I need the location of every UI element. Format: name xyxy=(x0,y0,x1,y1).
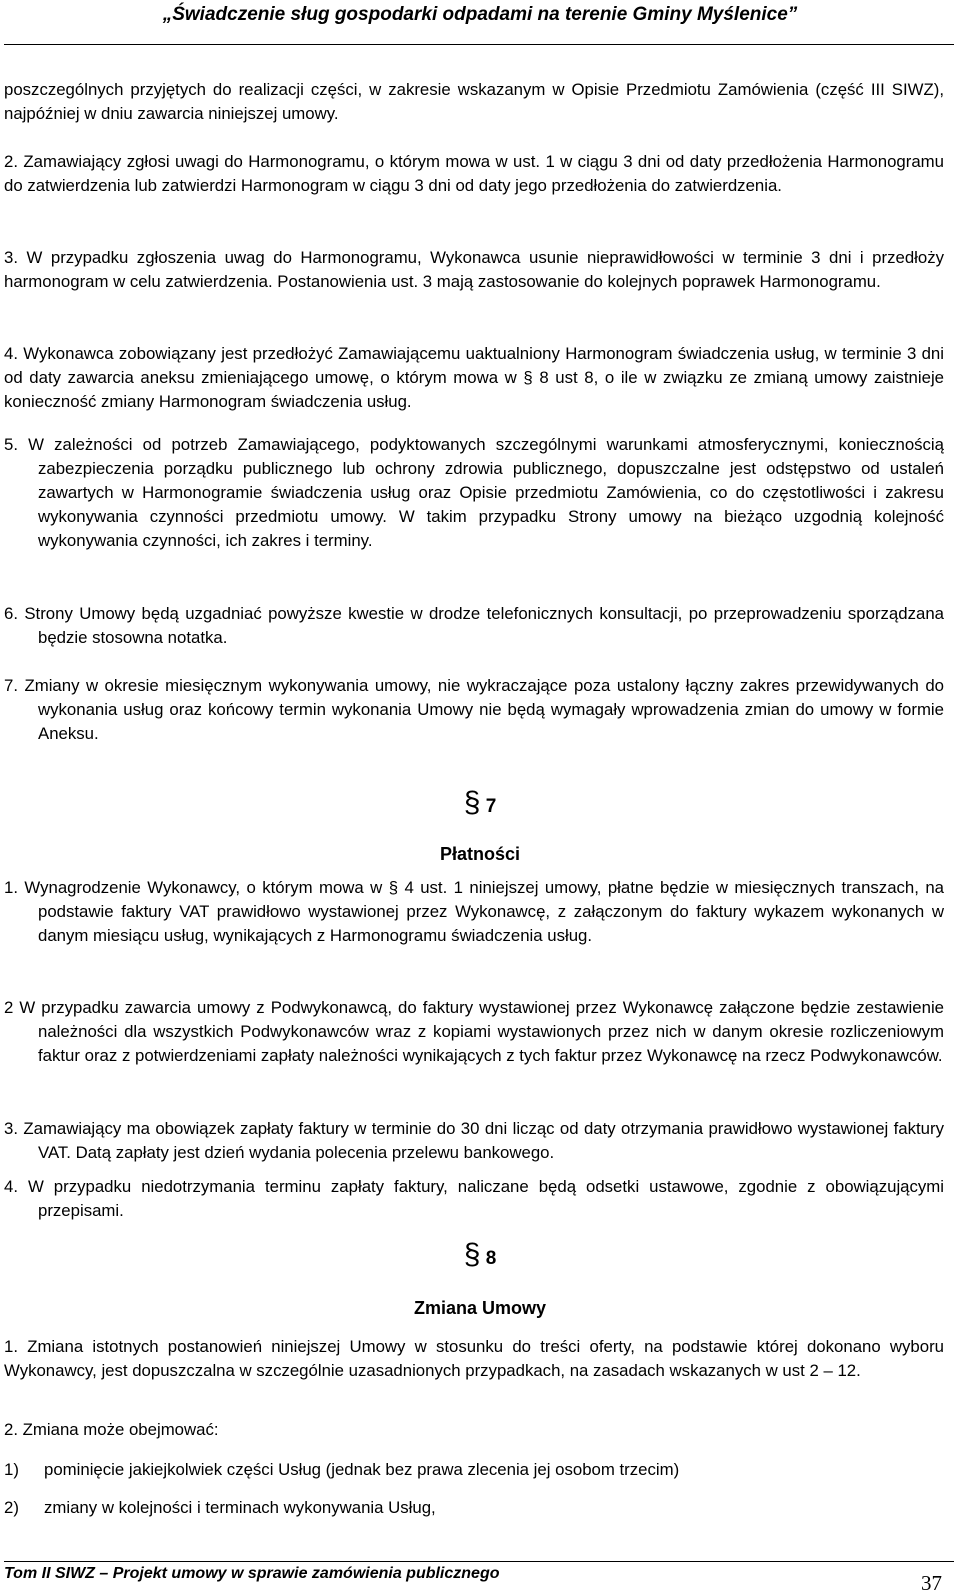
section-sign: § xyxy=(463,1238,481,1271)
section-7-item-2: 2 W przypadku zawarcia umowy z Podwykonawcą, do faktury wystawionej przez Wykonawcę załączone będzie zestawienie należności dla wszystkich Podwykonawców wraz z kopiami wystawionych przez nich w danym okresie rozliczeniowym faktur oraz z potwierdzeniami zapłaty należności wynikających z tych faktur przez Wykonawcę na rzecz Podwykonawców. xyxy=(4,998,944,1065)
paragraph-7: 7. Zmiany w okresie miesięcznym wykonywania umowy, nie wykraczające poza ustalony łączny zakres przewidywanych do wykonania usług oraz końcowy termin wykonania Umowy nie będą wymagały wprowadzenia zmian do umowy w formie Aneksu. xyxy=(4,676,944,743)
section-number: 8 xyxy=(485,1248,497,1269)
paragraph-2: 2. Zamawiający zgłosi uwagi do Harmonogramu, o którym mowa w ust. 1 w ciągu 3 dni od daty przedłożenia Harmonogramu do zatwierdzenia lub zatwierdzi Harmonogram w ciągu 3 dni od daty jego przedłożenia do zatwierdzenia. xyxy=(4,152,944,195)
paragraph-6: 6. Strony Umowy będą uzgadniać powyższe kwestie w drodze telefonicznych konsultacji, po przeprowadzeniu sporządzana będzie stosowna notatka. xyxy=(4,604,944,647)
section-7-title: Płatności xyxy=(439,844,521,864)
section-7-item-1: 1. Wynagrodzenie Wykonawcy, o którym mowa w § 4 ust. 1 niniejszej umowy, płatne będzie w miesięcznych transzach, na podstawie faktury VAT prawidłowo wystawionej przez Wykonawcę, z załączonym do faktury wykazem wykonanych w danym miesiącu usług, wynikających z Harmonogramu świadczenia usług. xyxy=(4,878,944,945)
section-8-item-2: 2. Zmiana może obejmować: xyxy=(4,1420,219,1439)
subitem-number: 2) xyxy=(4,1498,19,1517)
subitem-text: zmiany w kolejności i terminach wykonywania Usług, xyxy=(44,1498,436,1517)
subitem-number: 1) xyxy=(4,1460,19,1479)
paragraph-3: 3. W przypadku zgłoszenia uwag do Harmonogramu, Wykonawca usunie nieprawidłowości w terminie 3 dni i przedłoży harmonogram w celu zatwierdzenia. Postanowienia ust. 3 mają zastosowanie do kolejnych poprawek Harmonogramu. xyxy=(4,248,944,291)
page-number: 37 xyxy=(921,1571,942,1595)
section-number: 7 xyxy=(485,796,497,817)
paragraph-5: 5. W zależności od potrzeb Zamawiającego, podyktowanych szczególnymi warunkami atmosferycznymi, koniecznością zabezpieczenia porządku publicznego lub ochrony zdrowia publicznego, dopuszczalne jest odstępstwo od ustaleń zawartych w Harmonogramie świadczenia usług oraz Opisie przedmiotu Zamówienia, co do częstotliwości i zakresu wykonywania czynności przedmiotu umowy. W takim przypadku Strony umowy na bieżąco uzgodnią kolejność wykonywania czynności, ich zakres i terminy. xyxy=(4,435,944,550)
section-7-number xyxy=(0,786,960,820)
section-7-item-4: 4. W przypadku niedotrzymania terminu zapłaty faktury, naliczane będą odsetki ustawowe, zgodnie z obowiązującymi przepisami. xyxy=(4,1177,944,1220)
paragraph-continuation: poszczególnych przyjętych do realizacji części, w zakresie wskazanym w Opisie Przedmiotu Zamówienia (część III SIWZ), najpóźniej w dniu zawarcia niniejszej umowy. xyxy=(4,80,944,123)
section-8-number xyxy=(0,1238,960,1272)
section-sign: § xyxy=(463,786,481,819)
section-8-title: Zmiana Umowy xyxy=(413,1298,547,1318)
section-7-item-3: 3. Zamawiający ma obowiązek zapłaty faktury w terminie do 30 dni licząc od daty otrzymania prawidłowo wystawionej faktury VAT. Datą zapłaty jest dzień wydania polecenia przelewu bankowego. xyxy=(4,1119,944,1162)
footer-rule xyxy=(4,1561,954,1562)
footer-text: Tom II SIWZ – Projekt umowy w sprawie zamówienia publicznego xyxy=(4,1565,500,1582)
section-8-item-1: 1. Zmiana istotnych postanowień niniejszej Umowy w stosunku do treści oferty, na podstawie której dokonano wyboru Wykonawcy, jest dopuszczalna w szczególnie uzasadnionych przypadkach, na zasadach wskazanych w ust 2 – 12. xyxy=(4,1337,944,1380)
header-rule xyxy=(4,44,954,45)
subitem-text: pominięcie jakiejkolwiek części Usług (jednak bez prawa zlecenia jej osobom trzecim) xyxy=(44,1460,680,1479)
document-header: „Świadczenie sług gospodarki odpadami na terenie Gminy Myślenice” xyxy=(162,4,798,25)
section-8-subitem-1 xyxy=(4,1458,679,1482)
section-8-subitem-2 xyxy=(4,1496,436,1520)
paragraph-4: 4. Wykonawca zobowiązany jest przedłożyć Zamawiającemu uaktualniony Harmonogram świadczenia usług, w terminie 3 dni od daty zawarcia aneksu zmieniającego umowę, o którym mowa w § 8 ust 8, o ile w związku ze zmianą umowy zaistnieje konieczność zmiany Harmonogram świadczenia usług. xyxy=(4,344,944,411)
